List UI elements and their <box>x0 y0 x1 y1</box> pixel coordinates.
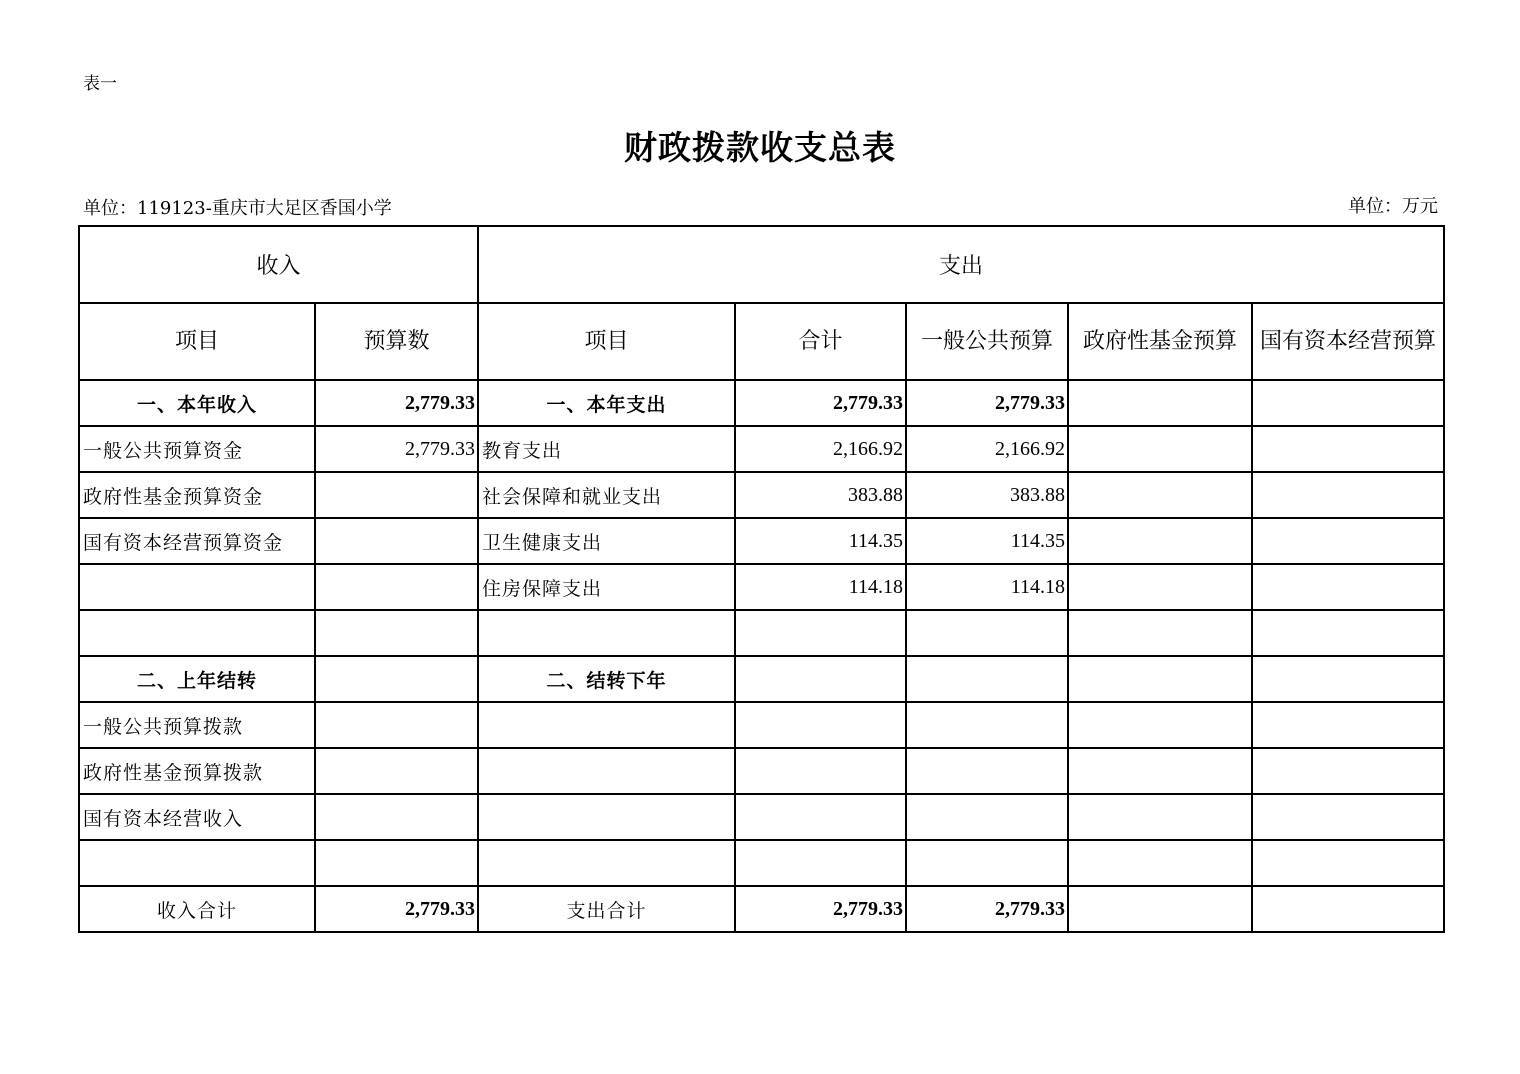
expense-state-capital-cell <box>1252 426 1444 472</box>
expense-item-cell: 社会保障和就业支出 <box>478 472 735 518</box>
table-row <box>79 794 1444 840</box>
table-row <box>79 472 1444 518</box>
expense-total-cell: 2,166.92 <box>735 426 906 472</box>
expense-total-cell: 114.18 <box>735 564 906 610</box>
income-value-cell <box>315 702 478 748</box>
expense-item-cell <box>478 702 735 748</box>
header-row-top <box>79 226 1444 303</box>
expense-total-cell: 383.88 <box>735 472 906 518</box>
income-value-cell <box>315 656 478 702</box>
expense-gov-fund-cell <box>1068 380 1252 426</box>
header-income-budget: 预算数 <box>315 303 478 380</box>
header-income: 收入 <box>79 226 478 303</box>
income-value-cell <box>315 748 478 794</box>
income-item-cell: 国有资本经营预算资金 <box>79 518 315 564</box>
expense-total-cell <box>735 748 906 794</box>
expense-item-cell: 支出合计 <box>478 886 735 932</box>
header-row-columns <box>79 303 1444 380</box>
expense-item-cell: 一、本年支出 <box>478 380 735 426</box>
sheet-label: 表一 <box>83 74 117 94</box>
expense-gov-fund-cell <box>1068 610 1252 656</box>
income-item-cell: 一、本年收入 <box>79 380 315 426</box>
table-row <box>79 518 1444 564</box>
income-value-cell <box>315 794 478 840</box>
expense-general-cell <box>906 840 1068 886</box>
expense-state-capital-cell <box>1252 610 1444 656</box>
income-value-cell <box>315 518 478 564</box>
header-expense: 支出 <box>478 226 1444 303</box>
expense-general-cell: 114.18 <box>906 564 1068 610</box>
expense-general-cell: 2,166.92 <box>906 426 1068 472</box>
expense-state-capital-cell <box>1252 472 1444 518</box>
expense-gov-fund-cell <box>1068 564 1252 610</box>
table-row <box>79 702 1444 748</box>
expense-total-cell: 2,779.33 <box>735 886 906 932</box>
expense-general-cell <box>906 656 1068 702</box>
income-item-cell <box>79 564 315 610</box>
expense-total-cell <box>735 656 906 702</box>
income-item-cell: 一般公共预算资金 <box>79 426 315 472</box>
table-row <box>79 564 1444 610</box>
unit-organization: 单位：119123-重庆市大足区香国小学 <box>83 198 392 219</box>
table-row <box>79 610 1444 656</box>
income-item-cell <box>79 840 315 886</box>
expense-item-cell <box>478 794 735 840</box>
income-item-cell: 收入合计 <box>79 886 315 932</box>
expense-general-cell <box>906 610 1068 656</box>
expense-state-capital-cell <box>1252 656 1444 702</box>
expense-gov-fund-cell <box>1068 840 1252 886</box>
expense-total-cell <box>735 794 906 840</box>
income-value-cell <box>315 472 478 518</box>
expense-item-cell: 教育支出 <box>478 426 735 472</box>
budget-table <box>78 225 1445 933</box>
expense-total-cell <box>735 610 906 656</box>
expense-state-capital-cell <box>1252 380 1444 426</box>
expense-total-cell: 114.35 <box>735 518 906 564</box>
income-value-cell <box>315 610 478 656</box>
table-row <box>79 656 1444 702</box>
expense-total-cell: 2,779.33 <box>735 380 906 426</box>
page-title: 财政拨款收支总表 <box>624 128 896 167</box>
table-row <box>79 840 1444 886</box>
table-row <box>79 380 1444 426</box>
expense-state-capital-cell <box>1252 518 1444 564</box>
expense-gov-fund-cell <box>1068 794 1252 840</box>
expense-state-capital-cell <box>1252 564 1444 610</box>
expense-item-cell <box>478 840 735 886</box>
expense-state-capital-cell <box>1252 886 1444 932</box>
income-value-cell <box>315 564 478 610</box>
expense-item-cell: 二、结转下年 <box>478 656 735 702</box>
expense-general-cell <box>906 794 1068 840</box>
header-income-item: 项目 <box>79 303 315 380</box>
expense-general-cell: 114.35 <box>906 518 1068 564</box>
header-state-capital: 国有资本经营预算 <box>1252 303 1444 380</box>
income-item-cell: 二、上年结转 <box>79 656 315 702</box>
expense-state-capital-cell <box>1252 794 1444 840</box>
unit-currency: 单位：万元 <box>1348 196 1438 217</box>
income-value-cell <box>315 840 478 886</box>
expense-total-cell <box>735 702 906 748</box>
table-row <box>79 886 1444 932</box>
expense-item-cell <box>478 748 735 794</box>
income-value-cell: 2,779.33 <box>315 380 478 426</box>
expense-general-cell: 383.88 <box>906 472 1068 518</box>
header-gov-fund: 政府性基金预算 <box>1068 303 1252 380</box>
expense-item-cell: 住房保障支出 <box>478 564 735 610</box>
expense-gov-fund-cell <box>1068 472 1252 518</box>
header-general-budget: 一般公共预算 <box>906 303 1068 380</box>
income-item-cell: 一般公共预算拨款 <box>79 702 315 748</box>
expense-general-cell: 2,779.33 <box>906 380 1068 426</box>
expense-item-cell <box>478 610 735 656</box>
expense-item-cell: 卫生健康支出 <box>478 518 735 564</box>
header-expense-item: 项目 <box>478 303 735 380</box>
expense-gov-fund-cell <box>1068 702 1252 748</box>
expense-gov-fund-cell <box>1068 426 1252 472</box>
expense-general-cell <box>906 702 1068 748</box>
expense-gov-fund-cell <box>1068 748 1252 794</box>
expense-total-cell <box>735 840 906 886</box>
expense-state-capital-cell <box>1252 840 1444 886</box>
income-item-cell: 国有资本经营收入 <box>79 794 315 840</box>
expense-gov-fund-cell <box>1068 886 1252 932</box>
expense-general-cell: 2,779.33 <box>906 886 1068 932</box>
table-row <box>79 426 1444 472</box>
table-row <box>79 748 1444 794</box>
income-item-cell: 政府性基金预算拨款 <box>79 748 315 794</box>
header-total: 合计 <box>735 303 906 380</box>
income-item-cell: 政府性基金预算资金 <box>79 472 315 518</box>
income-value-cell: 2,779.33 <box>315 426 478 472</box>
expense-general-cell <box>906 748 1068 794</box>
income-item-cell <box>79 610 315 656</box>
expense-gov-fund-cell <box>1068 656 1252 702</box>
expense-gov-fund-cell <box>1068 518 1252 564</box>
expense-state-capital-cell <box>1252 748 1444 794</box>
expense-state-capital-cell <box>1252 702 1444 748</box>
income-value-cell: 2,779.33 <box>315 886 478 932</box>
